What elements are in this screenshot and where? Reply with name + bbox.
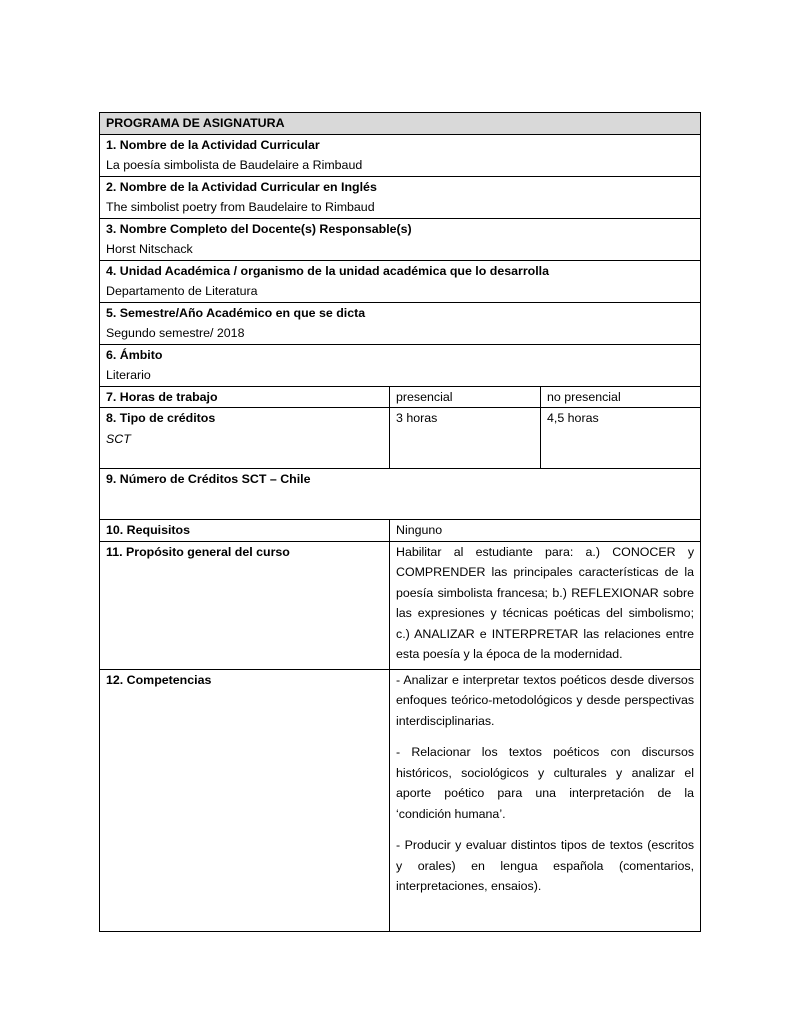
activity-name-value: La poesía simbolista de Baudelaire a Rimbaud	[106, 158, 363, 172]
program-table	[99, 112, 701, 932]
course-purpose-value: Habilitar al estudiante para: a.) CONOCER y COMPRENDER las principales características de la poesía simbolista francesa; b.) REFLEXIONAR sobre las expresiones y técnicas poéticas del simbolismo; c.) ANALIZAR e INTERPRETAR las relaciones entre esta poesía y la época de la modernidad.	[390, 541, 701, 669]
activity-name-label: 1. Nombre de la Actividad Curricular	[106, 137, 320, 152]
row-teacher	[100, 218, 701, 260]
row-academic-unit	[100, 260, 701, 302]
row-credit-number	[100, 469, 701, 520]
row-activity-name	[100, 134, 701, 176]
work-hours-label: 7. Horas de trabajo	[106, 389, 218, 404]
work-hours-no-presencial: no presencial	[541, 386, 701, 408]
credit-hours-presencial: 3 horas	[390, 408, 541, 469]
activity-name-english-value: The simbolist poetry from Baudelaire to Rimbaud	[106, 200, 375, 214]
row-credit-type	[100, 408, 701, 469]
course-purpose-label: 11. Propósito general del curso	[106, 544, 290, 559]
row-scope	[100, 344, 701, 386]
row-requirements	[100, 520, 701, 542]
requirements-value: Ninguno	[390, 520, 701, 542]
activity-name-english-label: 2. Nombre de la Actividad Curricular en Inglés	[106, 179, 377, 194]
semester-label: 5. Semestre/Año Académico en que se dicta	[106, 305, 366, 320]
competencies-label: 12. Competencias	[106, 672, 212, 687]
academic-unit-label: 4. Unidad Académica / organismo de la unidad académica que lo desarrolla	[106, 263, 549, 278]
credit-type-value: SCT	[106, 431, 131, 446]
scope-value: Literario	[106, 368, 151, 382]
semester-value: Segundo semestre/ 2018	[106, 326, 245, 340]
academic-unit-value: Departamento de Literatura	[106, 284, 258, 298]
competency-item: - Analizar e interpretar textos poéticos desde diversos enfoques teórico-metodológicos y desde perspectivas interdisciplinarias.	[396, 672, 695, 728]
competencies-list	[390, 669, 701, 931]
program-sheet	[99, 112, 700, 931]
requirements-label: 10. Requisitos	[106, 523, 191, 537]
row-activity-name-english	[100, 176, 701, 218]
competency-item: - Relacionar los textos poéticos con discursos históricos, sociológicos y culturales y analizar el aporte poético para una interpretación de la ‘condición humana’.	[396, 745, 695, 821]
table-header-row	[100, 113, 701, 135]
teacher-value: Horst Nitschack	[106, 242, 193, 256]
competency-item: - Producir y evaluar distintos tipos de textos (escritos y orales) en lengua española (comentarios, interpretaciones, ensaios).	[396, 838, 695, 893]
row-course-purpose	[100, 541, 701, 669]
row-work-hours	[100, 386, 701, 408]
credit-type-label: 8. Tipo de créditos	[106, 411, 216, 425]
scope-label: 6. Ámbito	[106, 347, 163, 362]
teacher-label: 3. Nombre Completo del Docente(s) Responsable(s)	[106, 221, 412, 236]
work-hours-presencial: presencial	[390, 386, 541, 408]
row-semester	[100, 302, 701, 344]
table-title: PROGRAMA DE ASIGNATURA	[100, 113, 701, 135]
row-competencies	[100, 669, 701, 931]
credit-hours-no-presencial: 4,5 horas	[541, 408, 701, 469]
credit-number-label: 9. Número de Créditos SCT – Chile	[106, 472, 311, 486]
